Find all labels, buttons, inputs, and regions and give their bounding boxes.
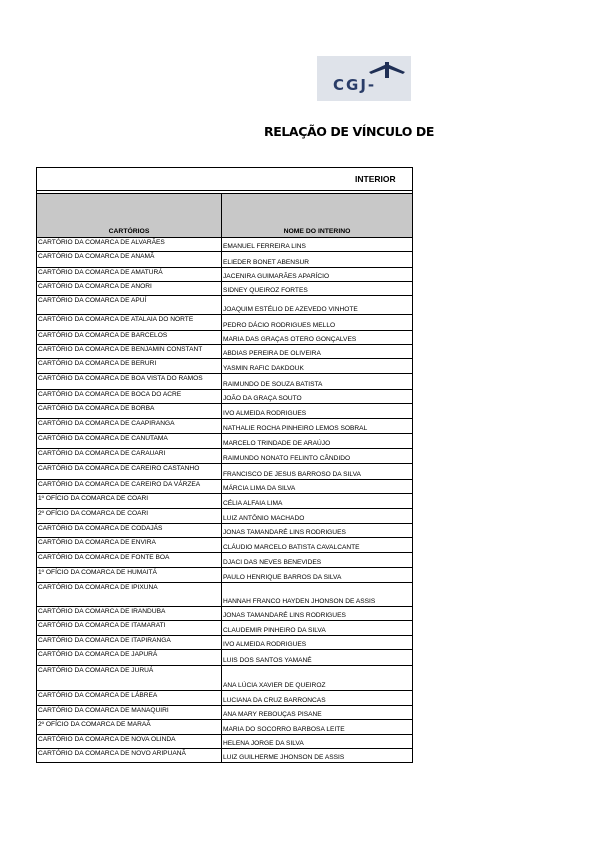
cartorio-cell: CARTÓRIO DA COMARCA DE JURUÁ [37,666,222,691]
cartorio-cell: CARTÓRIO DA COMARCA DE NOVO ARIPUANÃ [37,749,222,763]
interino-cell: MARCELO TRINDADE DE ARAÚJO [222,434,413,449]
table-row [37,480,413,494]
table-row [37,252,413,268]
table-row [37,464,413,480]
table-row [37,494,413,509]
table-row [37,621,413,636]
column-header-nome-interino: NOME DO INTERINO [222,194,413,238]
interino-cell: ELIEDER BONET ABENSUR [222,252,413,268]
cartorio-cell: 2º OFÍCIO DA COMARCA DE MARAÃ [37,720,222,735]
interino-cell: MARIA DO SOCORRO BARBOSA LEITE [222,720,413,735]
cartorio-cell: CARTÓRIO DA COMARCA DE ENVIRA [37,538,222,553]
cartorio-cell: CARTÓRIO DA COMARCA DE FONTE BOA [37,553,222,568]
interino-cell: RAIMUNDO DE SOUZA BATISTA [222,374,413,390]
table-body [37,238,413,763]
table-row [37,268,413,282]
cartorio-cell: CARTÓRIO DA COMARCA DE BARCELOS [37,331,222,345]
interino-table [36,167,413,763]
interino-cell: CLAUDEMIR PINHEIRO DA SILVA [222,621,413,636]
table-row [37,691,413,706]
table-row [37,331,413,345]
table-row [37,749,413,763]
table-row [37,583,413,607]
interino-cell: EMANUEL FERREIRA LINS [222,238,413,252]
cartorio-cell: CARTÓRIO DA COMARCA DE ANAMÃ [37,252,222,268]
cartorio-cell: 1º OFÍCIO DA COMARCA DE COARI [37,494,222,509]
table-row [37,509,413,524]
table-row [37,404,413,419]
interino-cell: IVO ALMEIDA RODRIGUES [222,404,413,419]
interino-cell: SIDNEY QUEIROZ FORTES [222,282,413,296]
interino-cell: CLÁUDIO MARCELO BATISTA CAVALCANTE [222,538,413,553]
interino-cell: YASMIN RAFIC DAKDOUK [222,359,413,374]
cartorio-cell: CARTÓRIO DA COMARCA DE CODAJÁS [37,524,222,538]
interino-cell: JOÃO DA GRAÇA SOUTO [222,390,413,404]
section-header [37,168,413,191]
interino-cell: ANA MARY REBOUÇAS PISANE [222,706,413,720]
page-title: RELAÇÃO DE VÍNCULO DE [264,124,435,139]
table-row [37,282,413,296]
column-header-cartorios: CARTÓRIOS [37,194,222,238]
interino-cell: CÉLIA ALFAIA LIMA [222,494,413,509]
cartorio-cell: CARTÓRIO DA COMARCA DE ATALAIA DO NORTE [37,315,222,331]
cartorio-cell: CARTÓRIO DA COMARCA DE IRANDUBA [37,607,222,621]
cartorio-cell: CARTÓRIO DA COMARCA DE BORBA [37,404,222,419]
table-row [37,735,413,749]
interino-cell: LUIZ ANTÔNIO MACHADO [222,509,413,524]
table-row [37,650,413,666]
cartorio-cell: CARTÓRIO DA COMARCA DE BOA VISTA DO RAMOS [37,374,222,390]
table-row [37,538,413,553]
interino-cell: HANNAH FRANCO HAYDEN JHONSON DE ASSIS [222,583,413,607]
cartorio-cell: CARTÓRIO DA COMARCA DE ALVARÃES [37,238,222,252]
cartorio-cell: CARTÓRIO DA COMARCA DE BOCA DO ACRE [37,390,222,404]
interino-cell: IVO ALMEIDA RODRIGUES [222,636,413,650]
interino-cell: JONAS TAMANDARÉ LINS RODRIGUES [222,607,413,621]
cartorio-cell: CARTÓRIO DA COMARCA DE JAPURÁ [37,650,222,666]
cartorio-cell: CARTÓRIO DA COMARCA DE ANORI [37,282,222,296]
interino-cell: JACENIRA GUIMARÃES APARÍCIO [222,268,413,282]
interino-cell: JONAS TAMANDARÉ LINS RODRIGUES [222,524,413,538]
table-row [37,359,413,374]
logo-text: CGJ- [333,76,377,94]
cartorio-cell: CARTÓRIO DA COMARCA DE APUÍ [37,296,222,315]
interino-cell: MÁRCIA LIMA DA SILVA [222,480,413,494]
cartorio-cell: 2º OFÍCIO DA COMARCA DE COARI [37,509,222,524]
interino-cell: JOAQUIM ESTÉLIO DE AZEVEDO VINHOTE [222,296,413,315]
cartorio-cell: CARTÓRIO DA COMARCA DE BERURI [37,359,222,374]
interino-cell: NATHALIE ROCHA PINHEIRO LEMOS SOBRAL [222,419,413,434]
table-row [37,706,413,720]
table-row [37,315,413,331]
table-row [37,419,413,434]
interino-cell: LUIS DOS SANTOS YAMANÉ [222,650,413,666]
cartorio-cell: CARTÓRIO DA COMARCA DE MANAQUIRI [37,706,222,720]
table-header-row [37,194,413,238]
table-row [37,296,413,315]
interino-cell: ABDIAS PEREIRA DE OLIVEIRA [222,345,413,359]
cartorio-cell: CARTÓRIO DA COMARCA DE IPIXUNA [37,583,222,607]
table-row [37,636,413,650]
cartorio-cell: CARTÓRIO DA COMARCA DE ITAMARATI [37,621,222,636]
cartorio-cell: CARTÓRIO DA COMARCA DE CAAPIRANGA [37,419,222,434]
cartorio-cell: 1º OFÍCIO DA COMARCA DE HUMAITÁ [37,568,222,583]
interino-cell: LUIZ GUILHERME JHONSON DE ASSIS [222,749,413,763]
cartorio-cell: CARTÓRIO DA COMARCA DE BENJAMIN CONSTANT [37,345,222,359]
interino-cell: PEDRO DÁCIO RODRIGUES MELLO [222,315,413,331]
table-row [37,524,413,538]
table-row [37,374,413,390]
cartorio-cell: CARTÓRIO DA COMARCA DE NOVA OLINDA [37,735,222,749]
cartorio-cell: CARTÓRIO DA COMARCA DE AMATURÁ [37,268,222,282]
cartorio-cell: CARTÓRIO DA COMARCA DE ITAPIRANGA [37,636,222,650]
table-row [37,449,413,464]
cartorio-cell: CARTÓRIO DA COMARCA DE CAREIRO DA VÁRZEA [37,480,222,494]
table-row [37,607,413,621]
table-row [37,434,413,449]
cgj-logo [317,56,411,101]
table-row [37,720,413,735]
interino-cell: LUCIANA DA CRUZ BARRONCAS [222,691,413,706]
interino-cell: PAULO HENRIQUE BARROS DA SILVA [222,568,413,583]
table-row [37,345,413,359]
interino-cell: MARIA DAS GRAÇAS OTERO GONÇALVES [222,331,413,345]
cartorio-cell: CARTÓRIO DA COMARCA DE LÁBREA [37,691,222,706]
cartorio-cell: CARTÓRIO DA COMARCA DE CANUTAMA [37,434,222,449]
interino-cell: DJACI DAS NEVES BENEVIDES [222,553,413,568]
table-row [37,553,413,568]
table-row [37,390,413,404]
table-row [37,238,413,252]
interino-cell: FRANCISCO DE JESUS BARROSO DA SILVA [222,464,413,480]
cartorio-cell: CARTÓRIO DA COMARCA DE CARAUARI [37,449,222,464]
table-row [37,666,413,691]
interino-cell: HELENA JORGE DA SILVA [222,735,413,749]
cartorio-cell: CARTÓRIO DA COMARCA DE CAREIRO CASTANHO [37,464,222,480]
interino-cell: ANA LÚCIA XAVIER DE QUEIROZ [222,666,413,691]
section-label: INTERIOR [355,174,396,184]
table-row [37,568,413,583]
interino-cell: RAIMUNDO NONATO FELINTO CÂNDIDO [222,449,413,464]
